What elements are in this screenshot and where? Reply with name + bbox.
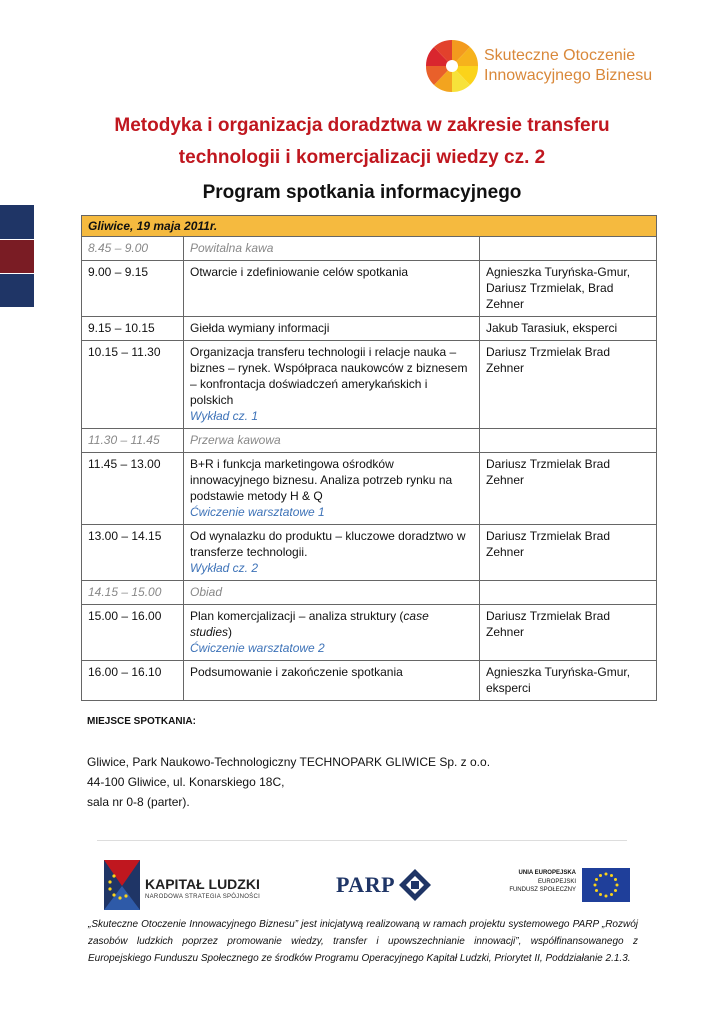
- topic-cell: [184, 605, 480, 661]
- title-line-1: Metodyka i organizacja doradztwa w zakresie transferu: [114, 115, 610, 136]
- people-cell: Jakub Tarasiuk, eksperci: [480, 317, 657, 341]
- divider: [97, 840, 627, 841]
- logo-line-1: Skuteczne Otoczenie: [484, 47, 636, 64]
- time-cell: 13.00 – 14.15: [82, 525, 184, 581]
- topic-cell: [184, 453, 480, 525]
- time-cell: 9.15 – 10.15: [82, 317, 184, 341]
- people-cell: Dariusz Trzmielak Brad Zehner: [480, 341, 657, 429]
- time-cell: 11.30 – 11.45: [82, 429, 184, 453]
- table-row: [82, 237, 657, 261]
- venue-line-3: sala nr 0-8 (parter).: [87, 795, 190, 809]
- session-type: Ćwiczenie warsztatowe 1: [190, 505, 325, 519]
- topic-cell: Obiad: [184, 581, 480, 605]
- venue-line-1: Gliwice, Park Naukowo-Technologiczny TECHNOPARK GLIWICE Sp. z o.o.: [87, 755, 491, 769]
- topic-cell: [184, 341, 480, 429]
- table-row: [82, 453, 657, 525]
- eu-line-1: UNIA EUROPEJSKA: [518, 870, 576, 876]
- time-cell: 11.45 – 13.00: [82, 453, 184, 525]
- time-cell: 16.00 – 16.10: [82, 661, 184, 701]
- eu-flag-icon: [582, 868, 630, 902]
- topic-text: Plan komercjalizacji – analiza struktury (: [190, 609, 404, 623]
- time-cell: 9.00 – 9.15: [82, 261, 184, 317]
- eu-line-3: FUNDUSZ SPOŁECZNY: [509, 887, 576, 893]
- parp-logo: [336, 866, 436, 906]
- parp-name: PARP: [336, 872, 396, 897]
- people-cell: [480, 581, 657, 605]
- title-line-2: technologii i komercjalizacji wiedzy cz. 2: [178, 147, 546, 168]
- side-bar-navy-top: [0, 205, 34, 239]
- table-row: [82, 341, 657, 429]
- topic-cell: Giełda wymiany informacji: [184, 317, 480, 341]
- time-cell: 8.45 – 9.00: [82, 237, 184, 261]
- people-cell: Dariusz Trzmielak Brad Zehner: [480, 525, 657, 581]
- table-row: [82, 661, 657, 701]
- people-cell: Dariusz Trzmielak Brad Zehner: [480, 605, 657, 661]
- side-bar-navy-bottom: [0, 274, 34, 307]
- parp-emblem-icon: [398, 868, 432, 902]
- venue-label: MIEJSCE SPOTKANIA:: [87, 716, 196, 727]
- people-cell: Dariusz Trzmielak Brad Zehner: [480, 453, 657, 525]
- people-cell: [480, 237, 657, 261]
- table-row: [82, 605, 657, 661]
- logo-line-2: Innowacyjnego Biznesu: [484, 67, 653, 84]
- topic-italic: case studies: [190, 609, 429, 639]
- session-type: Wykład cz. 1: [190, 409, 259, 423]
- time-cell: 10.15 – 11.30: [82, 341, 184, 429]
- document-title: [60, 110, 664, 174]
- topic-cell: Przerwa kawowa: [184, 429, 480, 453]
- eu-line-2: EUROPEJSKI: [537, 879, 576, 885]
- topic-text: Organizacja transferu technologii i relacje nauka – biznes – rynek. Współpraca naukowców z biznesem – konfrontacja doświadczeń amerykańskich i polskich: [190, 345, 468, 407]
- date-header: Gliwice, 19 maja 2011r.: [82, 216, 657, 237]
- kapital-ludzki-logo: [100, 856, 300, 916]
- footer-note: „Skuteczne Otoczenie Innowacyjnego Biznesu” jest inicjatywą realizowaną w ramach projektu systemowego PARP „Rozwój zasobów ludzkich poprzez promowanie wiedzy, transfer i upowszechnianie innowacji”, współfinansowanego z Europejskiego Funduszu Społecznego ze środków Programu Operacyjnego Kapitał Ludzki, Priorytet II, Poddziałanie 2.1.3.: [88, 919, 638, 964]
- topic-text: B+R i funkcja marketingowa ośrodków innowacyjnego biznesu. Analiza potrzeb rynku na podstawie metody H & Q: [190, 457, 453, 503]
- kapital-ludzki-emblem-icon: [100, 856, 144, 914]
- time-cell: 14.15 – 15.00: [82, 581, 184, 605]
- people-cell: Agnieszka Turyńska-Gmur, eksperci: [480, 661, 657, 701]
- kl-subtitle: NARODOWA STRATEGIA SPÓJNOŚCI: [145, 894, 261, 900]
- sunburst-logo-icon: [424, 38, 480, 94]
- topic-cell: Podsumowanie i zakończenie spotkania: [184, 661, 480, 701]
- kl-name: KAPITAŁ LUDZKI: [145, 876, 260, 892]
- topic-cell: Otwarcie i zdefiniowanie celów spotkania: [184, 261, 480, 317]
- table-row: [82, 261, 657, 317]
- people-cell: [480, 429, 657, 453]
- program-table: [81, 215, 657, 701]
- document-subtitle: Program spotkania informacyjnego: [202, 182, 522, 203]
- topic-text-end: ): [228, 625, 233, 639]
- time-cell: 15.00 – 16.00: [82, 605, 184, 661]
- session-type: Ćwiczenie warsztatowe 2: [190, 641, 325, 655]
- table-row: [82, 525, 657, 581]
- table-row: [82, 581, 657, 605]
- eu-logo: [506, 866, 630, 906]
- people-cell: Agnieszka Turyńska-Gmur, Dariusz Trzmielak, Brad Zehner: [480, 261, 657, 317]
- side-bar-maroon: [0, 240, 34, 273]
- soib-logo: [424, 38, 654, 98]
- table-row: [82, 317, 657, 341]
- topic-text: Od wynalazku do produktu – kluczowe doradztwo w transferze technologii.: [190, 529, 466, 559]
- table-header-row: [82, 216, 657, 237]
- venue-line-2: 44-100 Gliwice, ul. Konarskiego 18C,: [87, 775, 285, 789]
- venue-address: [87, 752, 490, 812]
- session-type: Wykład cz. 2: [190, 561, 259, 575]
- table-row: [82, 429, 657, 453]
- topic-cell: Powitalna kawa: [184, 237, 480, 261]
- topic-cell: [184, 525, 480, 581]
